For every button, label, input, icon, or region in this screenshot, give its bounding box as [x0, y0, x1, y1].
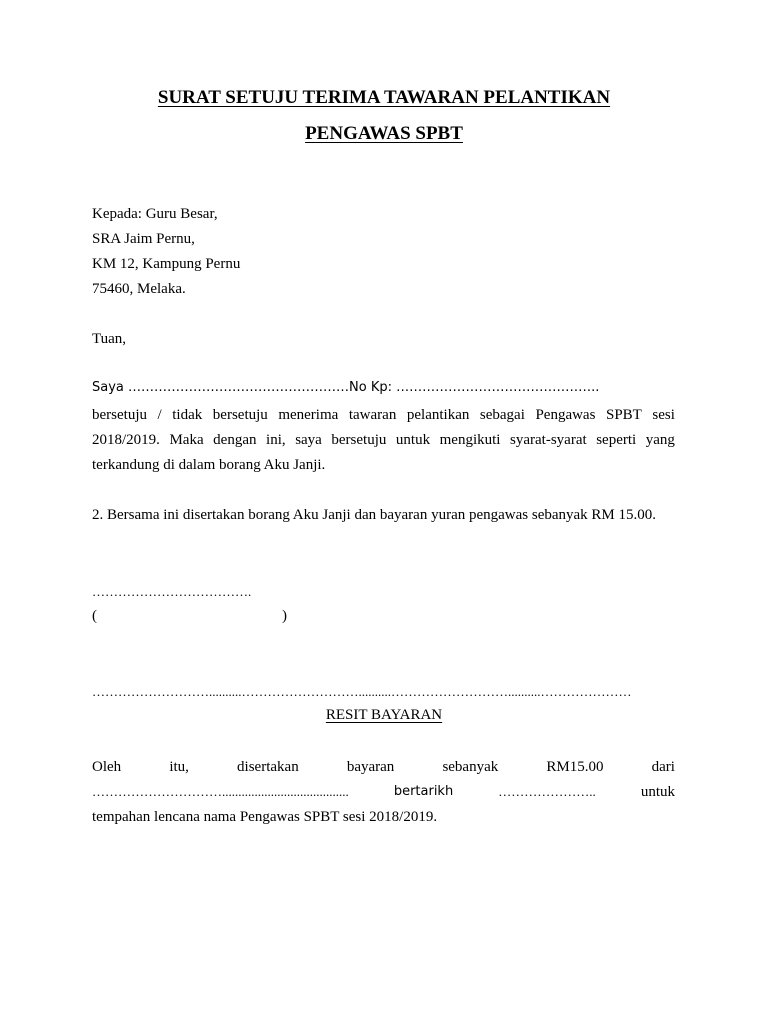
para-line1-word: bersetuju — [212, 407, 268, 423]
para-line2-word: dengan — [213, 432, 257, 448]
para-line2-word: saya — [295, 432, 322, 448]
para-line1-word: tawaran — [348, 407, 397, 423]
receipt-line1-word: disertakan — [237, 759, 299, 775]
para-line1-word: sesi — [652, 407, 675, 423]
receipt-line1-word: bayaran — [346, 759, 395, 775]
receipt-bertarikh-label: bertarikh — [393, 784, 454, 799]
para-line2-word: Maka — [169, 432, 204, 448]
receipt-line2 — [92, 783, 675, 801]
receipt-line3: tempahan lencana nama Pengawas SPBT sesi 2018/2019. — [92, 809, 438, 825]
para-line1-word: bersetuju — [92, 407, 147, 423]
address-line-2: SRA Jaim Pernu, — [92, 231, 195, 247]
receipt-line1-word: RM15.00 — [546, 759, 604, 775]
receipt-line1-word: itu, — [169, 759, 189, 775]
document-title-line1: SURAT SETUJU TERIMA TAWARAN PELANTIKAN — [157, 87, 611, 108]
receipt-payer-dots: …………………………....................................... — [92, 784, 349, 799]
close-paren: ) — [282, 608, 287, 624]
para-line2-word: 2018/2019. — [92, 432, 160, 448]
para-line1-word: menerima — [278, 407, 339, 423]
salutation: Tuan, — [92, 331, 127, 347]
document-title-line2: PENGAWAS SPBT — [305, 123, 463, 144]
signature-name-parentheses — [92, 607, 287, 625]
para-line1-word: Pengawas — [535, 407, 596, 423]
saya-dots: …………………………………………… — [128, 380, 350, 395]
nokp-label: No Kp: — [349, 380, 392, 395]
para-line2-word: ini, — [266, 432, 286, 448]
receipt-line1-word: Oleh — [92, 759, 122, 775]
declaration-paragraph-line2 — [92, 431, 675, 449]
address-line-3: KM 12, Kampung Pernu — [92, 256, 241, 272]
para-line2-word: seperti — [596, 432, 637, 448]
receipt-date-dots: ………………….. — [498, 784, 596, 799]
point-2-paragraph: 2. Bersama ini disertakan borang Aku Janji dan bayaran yuran pengawas sebanyak RM 15.00. — [92, 507, 657, 523]
para-line1-word: sebagai — [479, 407, 525, 423]
para-line1-word: pelantikan — [406, 407, 470, 423]
receipt-line1 — [92, 758, 675, 776]
para-line2-word: bersetuju — [331, 432, 387, 448]
signature-dots: ………………………………. — [92, 584, 252, 599]
receipt-line1-word: sebanyak — [442, 759, 499, 775]
para-line1-word: tidak — [172, 407, 203, 423]
receipt-untuk: untuk — [640, 784, 675, 800]
open-paren: ( — [92, 608, 97, 624]
cut-line: ………………………..........………………………..........………………………..........………………… — [92, 684, 632, 699]
nokp-dots: ……………………………………….. — [396, 380, 600, 395]
declaration-paragraph-line1 — [92, 406, 675, 424]
receipt-title: RESIT BAYARAN — [325, 707, 443, 723]
para-line2-word: untuk — [395, 432, 431, 448]
saya-label: Saya — [92, 380, 124, 395]
para-line2-word: mengikuti — [439, 432, 501, 448]
para-line1-word: SPBT — [605, 407, 642, 423]
declaration-name-line — [92, 379, 599, 397]
address-line-4: 75460, Melaka. — [92, 281, 186, 297]
para-line2-word: syarat-syarat — [510, 432, 587, 448]
para-line2-word: yang — [645, 432, 675, 448]
receipt-line1-word: dari — [651, 759, 675, 775]
address-line-1: Kepada: Guru Besar, — [92, 206, 218, 222]
declaration-paragraph-line3: terkandung di dalam borang Aku Janji. — [92, 457, 326, 473]
para-line1-word: / — [157, 407, 162, 423]
